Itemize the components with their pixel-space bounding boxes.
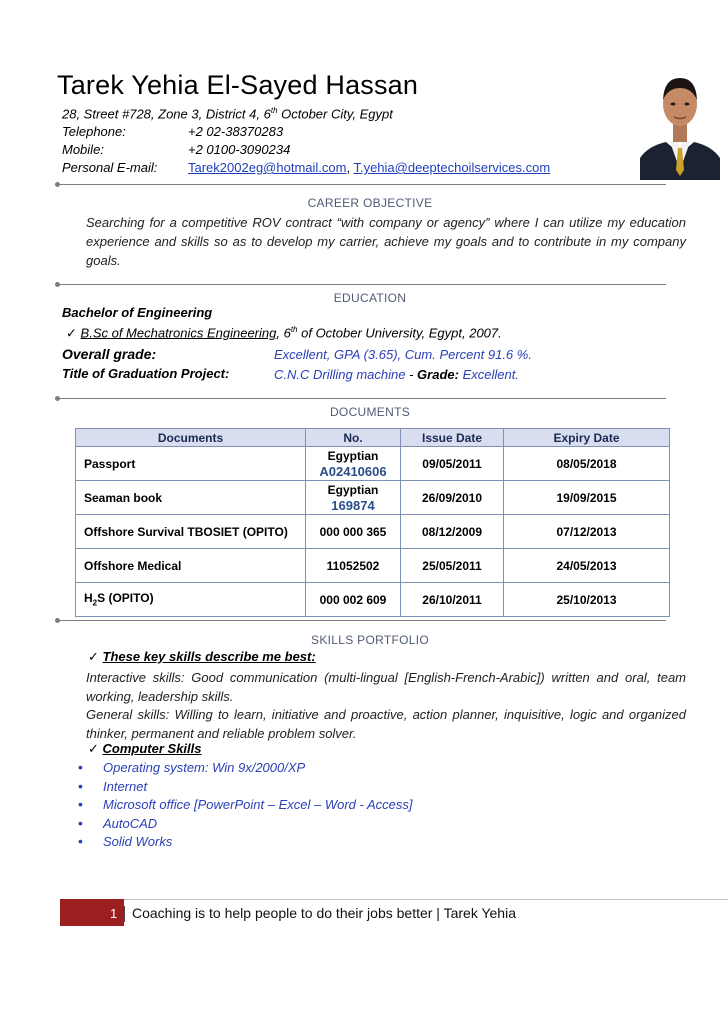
check-icon: ✓: [66, 325, 77, 341]
email-link-hotmail[interactable]: Tarek2002eg@hotmail.com: [188, 160, 347, 175]
computer-skills-heading: ✓ Computer Skills: [88, 741, 202, 756]
mobile-row: [62, 142, 291, 157]
education-heading: EDUCATION: [333, 291, 407, 305]
address: 28, Street #728, Zone 3, District 4, 6th October City, Egypt: [62, 106, 393, 122]
divider-3: [58, 398, 666, 399]
general-skills: General skills: Willing to learn, initiative and proactive, action planner, inquisitive, logic and organized thinker, permanent and reliable problem solver.: [86, 707, 686, 741]
list-item: • Microsoft office [PowerPoint – Excel – Word - Access]: [86, 797, 412, 816]
computer-skills-list: [86, 760, 412, 853]
project-title-value: C.N.C Drilling machine - Grade: Excellent.: [274, 367, 519, 382]
key-skills-heading: ✓ These key skills describe me best:: [88, 649, 316, 664]
check-icon: ✓: [88, 649, 99, 664]
project-title-label: Title of Graduation Project:: [62, 366, 230, 381]
telephone-value: +2 02-38370283: [188, 124, 284, 139]
career-objective-text: Searching for a competitive ROV contract “with company or agency” where I can utilize my education experience and skills so as to develop my carrier, achieve my goals and to contribute in my company goals.: [86, 215, 686, 268]
footer-text: Coaching is to help people to do their jobs better | Tarek Yehia: [132, 905, 516, 921]
list-item: • Operating system: Win 9x/2000/XP: [86, 760, 412, 779]
list-item: • AutoCAD: [86, 816, 412, 835]
table-row: Seaman book Egyptian 169874 26/09/2010 19/09/2015: [76, 481, 670, 515]
check-icon: ✓: [88, 741, 99, 756]
list-item: • Internet: [86, 779, 412, 798]
table-row: Passport Egyptian A02410606 09/05/2011 08/05/2018: [76, 447, 670, 481]
col-issue-date: Issue Date: [401, 429, 504, 447]
divider-4: [58, 620, 666, 621]
col-documents: Documents: [76, 429, 306, 447]
resume-name: Tarek Yehia El-Sayed Hassan: [57, 70, 419, 100]
email-row: Personal E-mail: Tarek2002eg@hotmail.com, T.yehia@deeptechoilservices.com: [62, 160, 551, 175]
col-no: No.: [306, 429, 401, 447]
bsc-line: ✓ B.Sc of Mechatronics Engineering, 6th of October University, Egypt, 2007.: [66, 325, 502, 341]
divider-1: [58, 184, 666, 185]
mobile-value: +2 0100-3090234: [188, 142, 291, 157]
mobile-label: Mobile:: [62, 142, 104, 157]
documents-table: [75, 428, 670, 617]
divider-2: [58, 284, 666, 285]
degree-title: Bachelor of Engineering: [62, 305, 213, 320]
telephone-label: Telephone:: [62, 124, 126, 139]
page-number: 1: [110, 906, 118, 921]
email-link-deeptech[interactable]: T.yehia@deeptechoilservices.com: [353, 160, 551, 175]
overall-grade-label: Overall grade:: [62, 346, 157, 362]
documents-heading: DOCUMENTS: [329, 405, 411, 419]
table-row: Offshore Survival TBOSIET (OPITO) 000 000 365 08/12/2009 07/12/2013: [76, 515, 670, 549]
interactive-skills: Interactive skills: Good communication (multi-lingual [English-French-Arabic]) written and oral, team working, leadership skills.: [86, 670, 686, 704]
profile-photo: [640, 66, 720, 180]
footer-separator: [124, 906, 125, 922]
table-row: Offshore Medical 11052502 25/05/2011 24/05/2013: [76, 549, 670, 583]
email-label: Personal E-mail:: [62, 160, 158, 175]
table-header-row: [76, 429, 670, 447]
career-objective-heading: CAREER OBJECTIVE: [307, 196, 433, 210]
col-expiry-date: Expiry Date: [504, 429, 670, 447]
telephone-row: [62, 124, 284, 139]
overall-grade-value: Excellent, GPA (3.65), Cum. Percent 91.6 %.: [274, 347, 532, 362]
list-item: • Solid Works: [86, 834, 412, 853]
table-row: $H_2S$ (OPITO) 000 002 609 26/10/2011 25/10/2013: [76, 583, 670, 617]
footer-divider: [60, 899, 728, 900]
skills-heading: SKILLS PORTFOLIO: [311, 633, 429, 647]
